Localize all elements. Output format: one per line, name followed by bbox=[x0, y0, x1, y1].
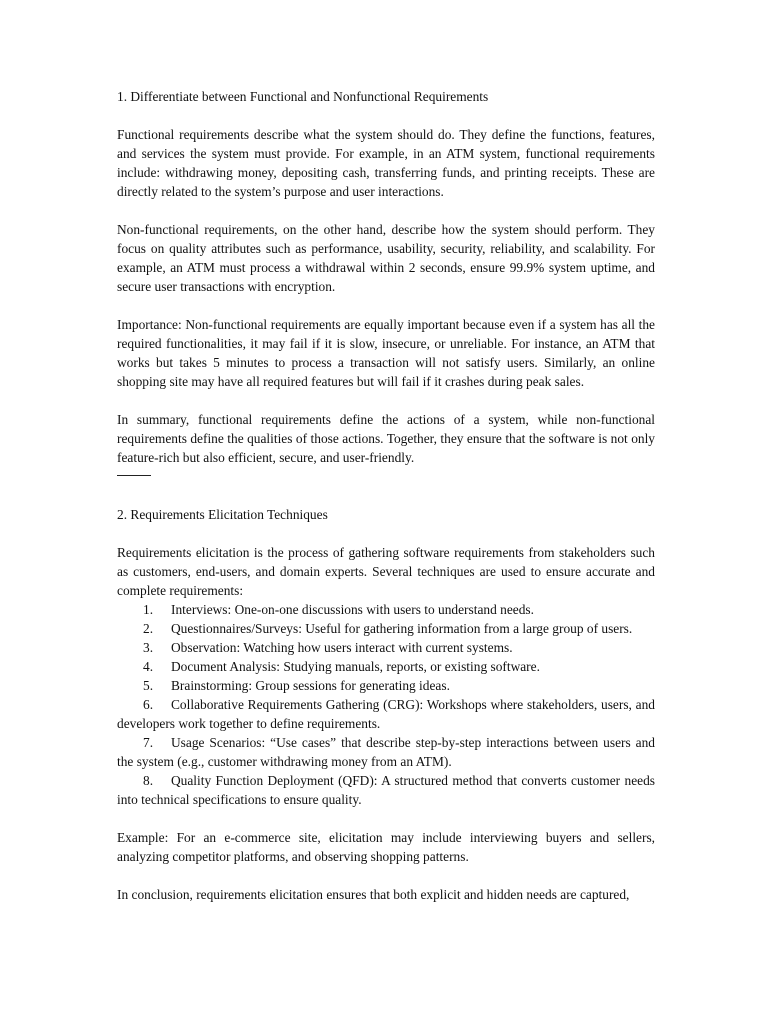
list-item-number: 2. bbox=[143, 621, 154, 636]
section-1-paragraph-nonfunctional: Non-functional requirements, on the other hand, describe how the system should perform. They focus on quality attributes such as performance, usability, security, reliability, and scalability. For example, an ATM must process a withdrawal within 2 seconds, ensure 99.9% system uptime, and secure user transactions with encryption. bbox=[117, 222, 655, 294]
list-item-text: Observation: Watching how users interact with current systems. bbox=[171, 640, 513, 655]
document-body bbox=[117, 87, 655, 904]
section-1-paragraph-importance: Importance: Non-functional requirements are equally important because even if a system has all the required functionalities, it may fail if it is slow, insecure, or unreliable. For instance, an ATM that works but takes 5 minutes to process a transaction will not satisfy users. Similarly, an online shopping site may have all required features but will fail if it crashes during peak sales. bbox=[117, 317, 655, 389]
list-item bbox=[117, 638, 655, 657]
list-item-text: Document Analysis: Studying manuals, reports, or existing software. bbox=[171, 659, 540, 674]
list-item-text: Questionnaires/Surveys: Useful for gathering information from a large group of users. bbox=[171, 621, 633, 636]
list-item bbox=[117, 733, 655, 771]
section-divider bbox=[117, 475, 151, 476]
list-item-number: 7. bbox=[143, 735, 154, 750]
list-item-text: Usage Scenarios: “Use cases” that describe step-by-step interactions between users and the system (e.g., customer withdrawing money from an ATM). bbox=[117, 735, 655, 769]
list-item bbox=[117, 771, 655, 809]
list-item-text: Collaborative Requirements Gathering (CRG): Workshops where stakeholders, users, and developers work together to define requirements. bbox=[117, 697, 655, 731]
section-2-heading: 2. Requirements Elicitation Techniques bbox=[117, 507, 328, 522]
list-item-number: 1. bbox=[143, 602, 154, 617]
list-item-number: 4. bbox=[143, 659, 154, 674]
list-item bbox=[117, 619, 655, 638]
list-item bbox=[117, 695, 655, 733]
list-item-number: 5. bbox=[143, 678, 154, 693]
list-item-number: 6. bbox=[143, 697, 154, 712]
section-2-conclusion: In conclusion, requirements elicitation ensures that both explicit and hidden needs are captured, bbox=[117, 887, 630, 902]
list-item-text: Quality Function Deployment (QFD): A structured method that converts customer needs into technical specifications to ensure quality. bbox=[117, 773, 655, 807]
section-1-heading: 1. Differentiate between Functional and Nonfunctional Requirements bbox=[117, 89, 489, 104]
list-item-text: Interviews: One-on-one discussions with users to understand needs. bbox=[171, 602, 534, 617]
section-1-paragraph-summary: In summary, functional requirements define the actions of a system, while non-functional requirements define the qualities of those actions. Together, they ensure that the software is not only feature-rich but also efficient, secure, and user-friendly. bbox=[117, 412, 655, 465]
list-item-text: Brainstorming: Group sessions for generating ideas. bbox=[171, 678, 450, 693]
section-2-example: Example: For an e-commerce site, elicitation may include interviewing buyers and sellers, analyzing competitor platforms, and observing shopping patterns. bbox=[117, 830, 655, 864]
list-item-number: 8. bbox=[143, 773, 154, 788]
list-item bbox=[117, 676, 655, 695]
section-2-intro: Requirements elicitation is the process of gathering software requirements from stakeholders such as customers, end-users, and domain experts. Several techniques are used to ensure accurate and complete requirements: bbox=[117, 545, 655, 598]
list-item bbox=[117, 657, 655, 676]
techniques-list bbox=[117, 600, 655, 809]
list-item bbox=[117, 600, 655, 619]
section-1-paragraph-functional: Functional requirements describe what the system should do. They define the functions, features, and services the system must provide. For example, in an ATM system, functional requirements include: withdrawing money, depositing cash, transferring funds, and printing receipts. These are directly related to the system’s purpose and user interactions. bbox=[117, 127, 655, 199]
list-item-number: 3. bbox=[143, 640, 154, 655]
